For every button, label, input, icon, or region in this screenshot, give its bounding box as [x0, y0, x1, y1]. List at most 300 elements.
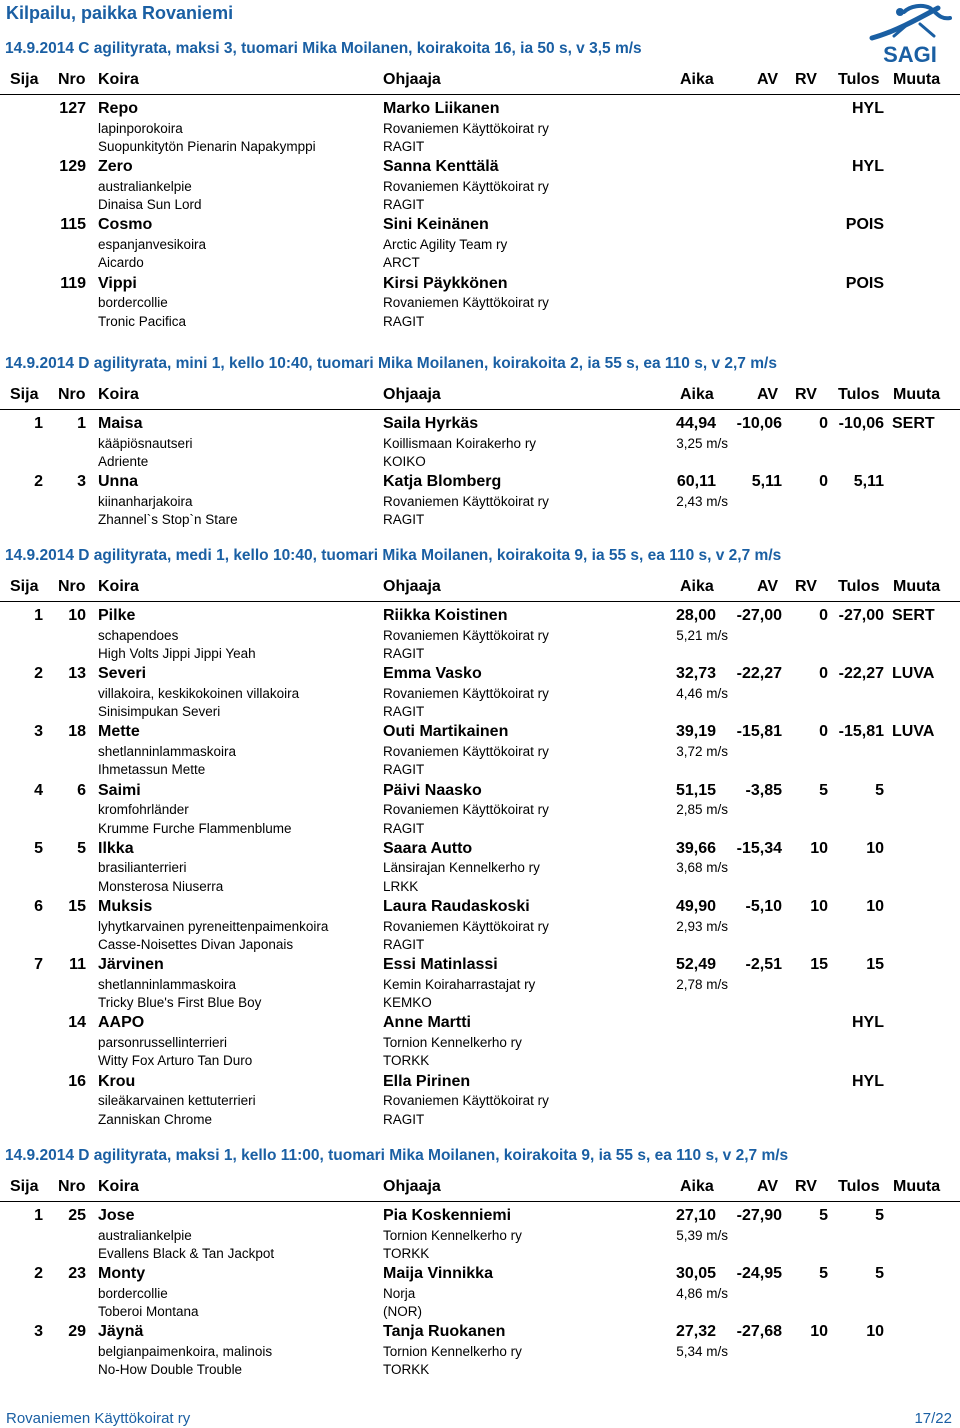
entry-row [0, 782, 960, 801]
club-name: Rovaniemen Käyttökoirat ry [383, 295, 549, 311]
speed: 3,72 m/s [676, 743, 728, 759]
entry-detail-row [0, 121, 960, 140]
col-tulos: Tulos [838, 386, 880, 403]
club-abbreviation: RAGIT [383, 313, 425, 329]
course-faults: 5 [819, 1265, 828, 1283]
entry-detail-row [0, 1053, 960, 1072]
time-difference: -24,95 [736, 1265, 782, 1283]
col-av: AV [757, 71, 779, 88]
registered-name: Zanniskan Chrome [98, 1111, 213, 1127]
breed: kiinanharjakoira [98, 493, 193, 509]
entry-row [0, 100, 960, 119]
dog-name: AAPO [98, 1014, 145, 1032]
club-name: Norja [383, 1285, 416, 1301]
course-faults: 0 [819, 665, 828, 683]
handler-name: Tanja Ruokanen [383, 1323, 506, 1341]
speed: 4,46 m/s [676, 685, 728, 701]
speed: 2,85 m/s [676, 802, 728, 818]
time: 30,05 [675, 1265, 716, 1283]
column-header [0, 1177, 960, 1202]
registered-name: High Volts Jippi Jippi Yeah [98, 646, 256, 661]
result: 10 [866, 839, 884, 857]
result: 5 [875, 781, 884, 799]
time-difference: -2,51 [745, 956, 782, 974]
start-number: 3 [77, 473, 86, 491]
start-number: 1 [77, 415, 86, 432]
time-difference: -22,27 [736, 665, 782, 683]
handler-name: Essi Matinlassi [383, 956, 498, 974]
breed: kromfohrländer [98, 802, 189, 818]
col-ohjaaja: Ohjaaja [383, 386, 441, 403]
col-rv: RV [795, 71, 817, 88]
speed: 5,39 m/s [676, 1227, 728, 1243]
entry-row [0, 1265, 960, 1284]
dog-name: Zero [98, 158, 133, 176]
start-number: 14 [68, 1014, 86, 1032]
registered-name: Toberoi Montana [98, 1304, 199, 1320]
result: HYL [852, 1014, 884, 1032]
club-name: Kemin Koiraharrastajat ry [383, 976, 536, 992]
handler-name: Sanna Kenttälä [383, 158, 499, 176]
result: -27,00 [838, 607, 884, 624]
club-name: Rovaniemen Käyttökoirat ry [383, 627, 549, 643]
handler-name: Marko Liikanen [383, 100, 500, 117]
dog-name: Unna [98, 473, 138, 491]
col-sija: Sija [10, 386, 39, 403]
result: HYL [852, 100, 884, 117]
col-nro: Nro [58, 386, 86, 403]
page-number: 17/22 [914, 1410, 952, 1427]
handler-name: Riikka Koistinen [383, 607, 508, 624]
entry-detail-row [0, 139, 960, 158]
dog-name: Severi [98, 665, 147, 683]
start-number: 115 [60, 216, 86, 234]
breed: belgianpaimenkoira, malinois [98, 1343, 273, 1359]
col-muuta: Muuta [893, 1178, 941, 1195]
entry-detail-row [0, 762, 960, 781]
dog-name: Repo [98, 100, 138, 117]
club-abbreviation: TORKK [383, 1362, 430, 1378]
entry-detail-row [0, 494, 960, 513]
col-ohjaaja: Ohjaaja [383, 578, 441, 595]
entry-detail-row [0, 454, 960, 473]
handler-name: Emma Vasko [383, 665, 482, 683]
start-number: 129 [59, 158, 86, 176]
breed: bordercollie [98, 295, 168, 311]
entry-row [0, 275, 960, 294]
col-muuta: Muuta [893, 578, 941, 595]
club-name: Rovaniemen Käyttökoirat ry [383, 802, 549, 818]
col-koira: Koira [98, 71, 139, 88]
registered-name: Tronic Pacifica [98, 313, 187, 329]
dog-name: Krou [98, 1072, 136, 1090]
handler-name: Saara Autto [383, 839, 473, 857]
entry-row [0, 665, 960, 684]
result: -15,81 [838, 723, 884, 741]
speed: 2,78 m/s [676, 976, 728, 992]
entry-detail-row [0, 1112, 960, 1131]
col-rv: RV [795, 386, 817, 403]
entry-detail-row [0, 1246, 960, 1265]
col-koira: Koira [98, 578, 139, 595]
result: POIS [845, 274, 884, 292]
registered-name: Monsterosa Niuserra [98, 878, 224, 894]
registered-name: Witty Fox Arturo Tan Duro [98, 1053, 253, 1069]
entry-row [0, 473, 960, 492]
dog-name: Järvinen [98, 956, 164, 974]
entry-detail-row [0, 879, 960, 898]
entry-detail-row [0, 255, 960, 274]
handler-name: Laura Raudaskoski [383, 898, 530, 915]
col-tulos: Tulos [838, 1178, 880, 1195]
breed: brasilianterrieri [98, 860, 187, 876]
registered-name: Adriente [98, 454, 149, 469]
result: 10 [866, 898, 884, 915]
entry-detail-row [0, 436, 960, 455]
registered-name: Aicardo [98, 255, 144, 271]
entry-detail-row [0, 628, 960, 647]
time: 52,49 [675, 956, 716, 974]
entry-detail-row [0, 1304, 960, 1323]
entry-detail-row [0, 237, 960, 256]
result: 15 [866, 956, 884, 974]
dog-name: Maisa [98, 415, 143, 432]
time-difference: -15,34 [736, 839, 782, 857]
entry-detail-row [0, 1093, 960, 1112]
handler-name: Kirsi Päykkönen [383, 274, 508, 292]
section-heading: 14.9.2014 D agilityrata, maksi 1, kello 11:00, tuomari Mika Moilanen, koirakoita 9, ia 55 s, ea 110 s, v 2,7 m/s [5, 1147, 789, 1164]
result: 5 [875, 1207, 884, 1224]
time: 32,73 [675, 665, 716, 683]
handler-name: Ella Pirinen [383, 1072, 471, 1090]
course-faults: 10 [810, 1323, 828, 1341]
entry-row [0, 956, 960, 975]
breed: bordercollie [98, 1285, 168, 1301]
time-difference: -5,10 [745, 898, 782, 915]
entry-row [0, 415, 960, 434]
club-name: Rovaniemen Käyttökoirat ry [383, 918, 549, 934]
club-name: Länsirajan Kennelkerho ry [383, 860, 540, 876]
start-number: 29 [68, 1323, 86, 1341]
col-aika: Aika [680, 386, 714, 403]
entry-detail-row [0, 860, 960, 879]
col-muuta: Muuta [893, 71, 941, 88]
time-difference: -15,81 [736, 723, 782, 741]
time: 39,66 [675, 839, 716, 857]
speed: 2,93 m/s [676, 918, 728, 934]
section-heading: 14.9.2014 D agilityrata, mini 1, kello 10:40, tuomari Mika Moilanen, koirakoita 2, ia 55 s, ea 110 s, v 2,7 m/s [5, 355, 777, 372]
start-number: 119 [60, 274, 86, 292]
speed: 5,21 m/s [676, 627, 728, 643]
entry-detail-row [0, 821, 960, 840]
club-name: Rovaniemen Käyttökoirat ry [383, 685, 549, 701]
entry-row [0, 216, 960, 235]
remark: LUVA [892, 665, 935, 683]
col-aika: Aika [680, 71, 714, 88]
breed: shetlanninlammaskoira [98, 743, 237, 759]
result: 10 [866, 1323, 884, 1341]
time: 39,19 [675, 723, 716, 741]
col-sija: Sija [10, 1178, 39, 1195]
club-abbreviation: RAGIT [383, 197, 425, 213]
footer-club: Rovaniemen Käyttökoirat ry [6, 1410, 191, 1427]
remark: SERT [892, 607, 935, 624]
dog-name: Muksis [98, 898, 153, 915]
entry-detail-row [0, 995, 960, 1014]
club-abbreviation: KOIKO [383, 454, 426, 469]
col-sija: Sija [10, 71, 39, 88]
time-difference: -10,06 [736, 415, 782, 432]
placement: 3 [34, 1323, 43, 1341]
dog-name: Vippi [98, 274, 137, 292]
breed: villakoira, keskikokoinen villakoira [98, 685, 300, 701]
placement: 2 [34, 473, 43, 491]
breed: schapendoes [98, 627, 179, 643]
start-number: 18 [68, 723, 86, 741]
dog-name: Jäynä [98, 1323, 144, 1341]
registered-name: Sinisimpukan Severi [98, 704, 221, 720]
start-number: 11 [69, 956, 86, 974]
entry-row [0, 1073, 960, 1092]
speed: 3,68 m/s [676, 860, 728, 876]
club-abbreviation: RAGIT [383, 512, 425, 528]
time-difference: -3,85 [745, 781, 782, 799]
entry-detail-row [0, 937, 960, 956]
result: HYL [852, 158, 884, 176]
time-difference: -27,90 [736, 1207, 782, 1224]
club-name: Rovaniemen Käyttökoirat ry [383, 1093, 549, 1109]
section-heading: 14.9.2014 D agilityrata, medi 1, kello 10:40, tuomari Mika Moilanen, koirakoita 9, ia 55 s, ea 110 s, v 2,7 m/s [5, 547, 782, 564]
col-av: AV [757, 1178, 779, 1195]
col-nro: Nro [58, 578, 86, 595]
club-name: Arctic Agility Team ry [383, 236, 508, 252]
result: 5,11 [853, 473, 884, 491]
col-sija: Sija [10, 578, 39, 595]
placement: 2 [34, 1265, 43, 1283]
start-number: 16 [68, 1072, 86, 1090]
registered-name: Krumme Furche Flammenblume [98, 820, 292, 836]
col-koira: Koira [98, 386, 139, 403]
placement: 5 [34, 839, 43, 857]
breed: lapinporokoira [98, 120, 183, 136]
entry-row [0, 607, 960, 626]
time: 51,15 [675, 781, 716, 799]
course-faults: 5 [819, 1207, 828, 1224]
course-faults: 0 [819, 415, 828, 432]
handler-name: Sini Keinänen [383, 216, 489, 234]
club-abbreviation: LRKK [383, 878, 419, 894]
club-name: Tornion Kennelkerho ry [383, 1227, 522, 1243]
col-koira: Koira [98, 1178, 139, 1195]
registered-name: Tricky Blue's First Blue Boy [98, 995, 262, 1011]
time: 60,11 [676, 473, 716, 491]
entry-row [0, 840, 960, 859]
entry-detail-row [0, 686, 960, 705]
dog-name: Ilkka [98, 839, 134, 857]
club-name: Tornion Kennelkerho ry [383, 1034, 522, 1050]
entry-detail-row [0, 977, 960, 996]
speed: 4,86 m/s [676, 1285, 728, 1301]
course-faults: 0 [819, 607, 828, 624]
column-header [0, 577, 960, 602]
course-faults: 0 [819, 723, 828, 741]
remark: SERT [892, 415, 935, 432]
col-tulos: Tulos [838, 71, 880, 88]
entry-detail-row [0, 704, 960, 723]
entry-detail-row [0, 1344, 960, 1363]
club-abbreviation: RAGIT [383, 937, 425, 952]
handler-name: Katja Blomberg [383, 473, 502, 491]
handler-name: Anne Martti [383, 1014, 471, 1032]
speed: 2,43 m/s [676, 493, 728, 509]
time: 27,32 [675, 1323, 716, 1341]
breed: australiankelpie [98, 178, 192, 194]
breed: parsonrussellinterrieri [98, 1034, 228, 1050]
handler-name: Päivi Naasko [383, 781, 482, 799]
club-abbreviation: RAGIT [383, 1111, 425, 1127]
col-nro: Nro [58, 71, 86, 88]
dog-name: Saimi [98, 781, 141, 799]
entry-detail-row [0, 802, 960, 821]
col-tulos: Tulos [838, 578, 880, 595]
speed: 3,25 m/s [676, 435, 728, 451]
placement: 2 [34, 665, 43, 683]
entry-detail-row [0, 314, 960, 333]
club-abbreviation: RAGIT [383, 820, 425, 836]
result: -10,06 [838, 415, 884, 432]
speed: 5,34 m/s [676, 1343, 728, 1359]
course-faults: 0 [819, 473, 828, 491]
dog-name: Pilke [98, 607, 136, 624]
dog-name: Monty [98, 1265, 146, 1283]
dog-name: Mette [98, 723, 140, 741]
start-number: 15 [68, 898, 86, 915]
dog-name: Jose [98, 1207, 135, 1224]
breed: shetlanninlammaskoira [98, 976, 237, 992]
course-faults: 10 [810, 898, 828, 915]
entry-detail-row [0, 1228, 960, 1247]
entry-detail-row [0, 197, 960, 216]
entry-detail-row [0, 646, 960, 665]
registered-name: Suopunkitytön Pienarin Napakymppi [98, 139, 316, 154]
section-heading: 14.9.2014 C agilityrata, maksi 3, tuomari Mika Moilanen, koirakoita 16, ia 50 s, v 3,5 m/s [5, 40, 642, 57]
club-abbreviation: ARCT [383, 255, 420, 271]
handler-name: Saila Hyrkäs [383, 415, 479, 432]
start-number: 13 [68, 665, 86, 683]
entry-detail-row [0, 512, 960, 531]
time: 28,00 [675, 607, 716, 624]
registered-name: Ihmetassun Mette [98, 762, 206, 778]
start-number: 6 [77, 781, 86, 799]
entry-row [0, 158, 960, 177]
col-av: AV [757, 386, 779, 403]
result: 5 [875, 1265, 884, 1283]
time: 44,94 [675, 415, 716, 432]
entry-detail-row [0, 744, 960, 763]
placement: 1 [34, 415, 43, 432]
entry-detail-row [0, 1035, 960, 1054]
entry-detail-row [0, 1362, 960, 1381]
course-faults: 5 [819, 781, 828, 799]
entry-detail-row [0, 919, 960, 938]
club-abbreviation: RAGIT [383, 139, 425, 154]
col-rv: RV [795, 1178, 817, 1195]
breed: lyhytkarvainen pyreneittenpaimenkoira [98, 918, 329, 934]
entry-row [0, 723, 960, 742]
entry-row [0, 1323, 960, 1342]
col-ohjaaja: Ohjaaja [383, 71, 441, 88]
col-av: AV [757, 578, 779, 595]
placement: 3 [34, 723, 43, 741]
logo-text: SAGI [883, 42, 937, 67]
club-name: Rovaniemen Käyttökoirat ry [383, 178, 549, 194]
entry-row [0, 1014, 960, 1033]
entry-row [0, 1207, 960, 1226]
start-number: 23 [68, 1265, 86, 1283]
breed: kääpiösnautseri [98, 435, 193, 451]
result: POIS [845, 216, 884, 234]
placement: 1 [34, 607, 43, 624]
club-abbreviation: RAGIT [383, 646, 425, 661]
placement: 7 [34, 956, 43, 974]
entry-detail-row [0, 295, 960, 314]
result: -22,27 [838, 665, 884, 683]
registered-name: Evallens Black & Tan Jackpot [98, 1246, 275, 1261]
time: 49,90 [675, 898, 716, 915]
club-name: Rovaniemen Käyttökoirat ry [383, 120, 549, 136]
club-abbreviation: RAGIT [383, 704, 425, 720]
entry-row [0, 898, 960, 917]
club-abbreviation: RAGIT [383, 762, 425, 778]
entry-detail-row [0, 1286, 960, 1305]
handler-name: Pia Koskenniemi [383, 1207, 512, 1224]
breed: espanjanvesikoira [98, 236, 207, 252]
breed: australiankelpie [98, 1227, 192, 1243]
registered-name: Casse-Noisettes Divan Japonais [98, 937, 294, 952]
course-faults: 10 [810, 839, 828, 857]
placement: 6 [34, 898, 43, 915]
time-difference: -27,68 [736, 1323, 782, 1341]
registered-name: Dinaisa Sun Lord [98, 197, 202, 213]
column-header [0, 385, 960, 410]
time-difference: -27,00 [736, 607, 782, 624]
col-muuta: Muuta [893, 386, 941, 403]
entry-detail-row [0, 179, 960, 198]
column-header [0, 70, 960, 95]
result: HYL [852, 1072, 884, 1090]
sagi-logo [864, 2, 956, 72]
registered-name: No-How Double Trouble [98, 1362, 243, 1378]
dog-name: Cosmo [98, 216, 153, 234]
handler-name: Outi Martikainen [383, 723, 509, 741]
club-abbreviation: TORKK [383, 1053, 430, 1069]
remark: LUVA [892, 723, 935, 741]
handler-name: Maija Vinnikka [383, 1265, 493, 1283]
breed: sileäkarvainen kettuterrieri [98, 1093, 256, 1109]
placement: 1 [34, 1207, 43, 1224]
time-difference: 5,11 [751, 473, 782, 491]
col-aika: Aika [680, 578, 714, 595]
placement: 4 [34, 781, 43, 799]
col-ohjaaja: Ohjaaja [383, 1178, 441, 1195]
col-rv: RV [795, 578, 817, 595]
course-faults: 15 [810, 956, 828, 974]
club-name: Koillismaan Koirakerho ry [383, 435, 537, 451]
club-abbreviation: KEMKO [383, 995, 432, 1011]
club-name: Rovaniemen Käyttökoirat ry [383, 493, 549, 509]
start-number: 5 [77, 839, 86, 857]
time: 27,10 [675, 1207, 716, 1224]
